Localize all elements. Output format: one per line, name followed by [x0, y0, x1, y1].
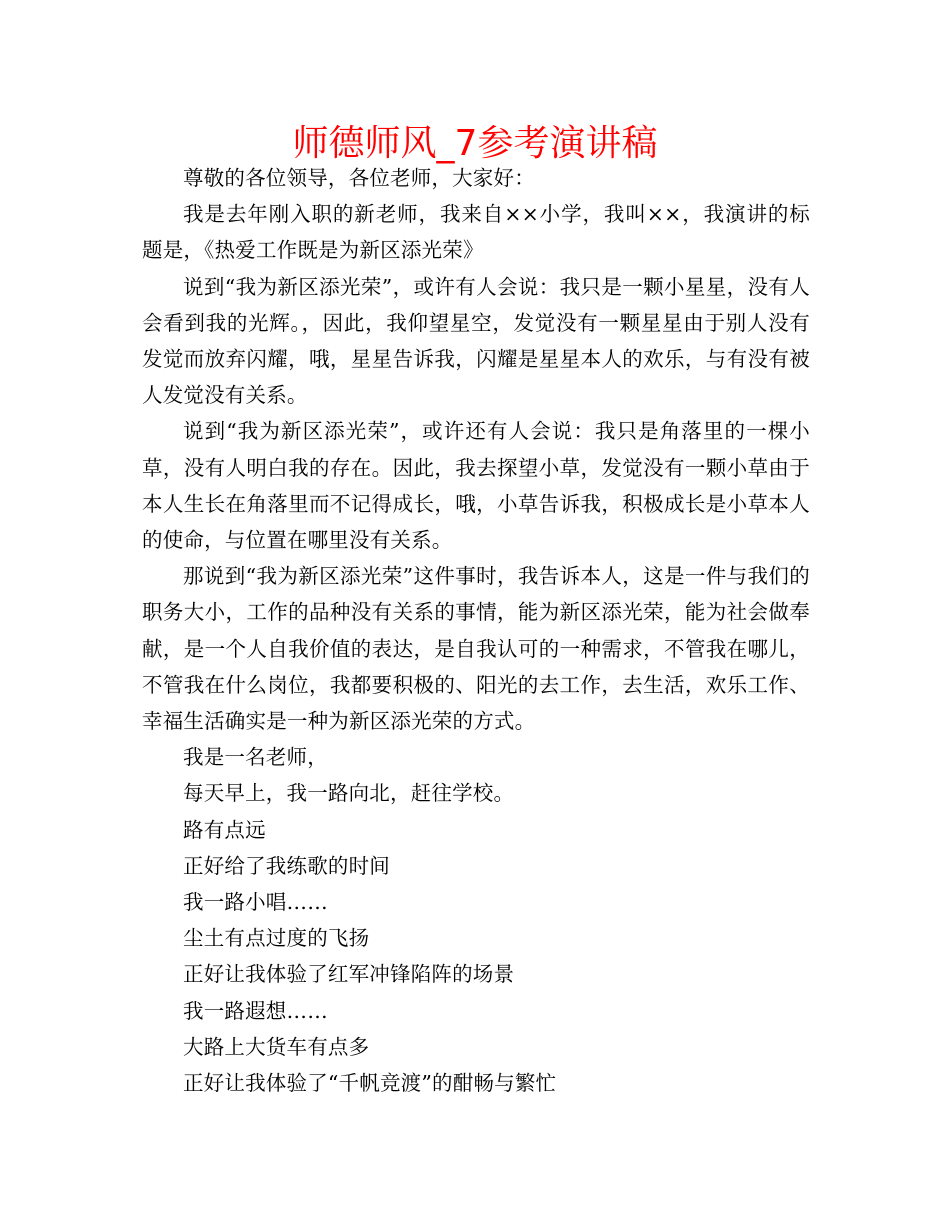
paragraph-2: 说到“我为新区添光荣”，或许有人会说：我只是一颗小星星，没有人会看到我的光辉。，因此，我仰望星空，发觉没有一颗星星由于别人没有发觉而放弃闪耀，哦，星星告诉我，闪耀是星星本人的欢乐，与有没有被人发觉没有关系。: [142, 274, 810, 408]
paragraph-4: 那说到“我为新区添光荣”这件事时，我告诉本人，这是一件与我们的职务大小，工作的品种没有关系的事情，能为新区添光荣，能为社会做奉献，是一个人自我价值的表达，是自我认可的一种需求，不管我在哪儿，不管我在什么岗位，我都要积极的、阳光的去工作，去生活，欢乐工作、幸福生活确实是一种为新区添光荣的方式。: [142, 564, 810, 734]
verse-line-2: 每天早上，我一路向北，赶往学校。: [183, 781, 515, 806]
verse-line-9: 大路上大货车有点多: [183, 1034, 370, 1059]
verse-line-4: 正好给了我练歌的时间: [183, 853, 390, 878]
verse-line-7: 正好让我体验了红军冲锋陷阵的场景: [183, 962, 515, 987]
verse-line-3: 路有点远: [183, 817, 266, 842]
paragraph-3: 说到“我为新区添光荣”，或许还有人会说：我只是角落里的一棵小草，没有人明白我的存在。因此，我去探望小草，发觉没有一颗小草由于本人生长在角落里而不记得成长，哦，小草告诉我，积极成长是小草本人的使命，与位置在哪里没有关系。: [142, 419, 810, 553]
greeting: 尊敬的各位领导，各位老师，大家好：: [183, 166, 535, 190]
verse-line-5: 我一路小唱……: [183, 890, 328, 915]
paragraph-1: 我是去年刚入职的新老师，我来自××小学，我叫××，我演讲的标题是，《热爱工作既是为新区添光荣》: [142, 202, 810, 263]
verse-line-6: 尘土有点过度的飞扬: [183, 926, 370, 951]
verse-line-10: 正好让我体验了“千帆竞渡”的酣畅与繁忙: [183, 1071, 557, 1096]
document-body: [142, 160, 810, 1101]
verse-line-1: 我是一名老师，: [183, 745, 328, 770]
verse-line-8: 我一路遐想……: [183, 998, 328, 1023]
document-title: 师德师风_7参考演讲稿: [292, 123, 658, 164]
